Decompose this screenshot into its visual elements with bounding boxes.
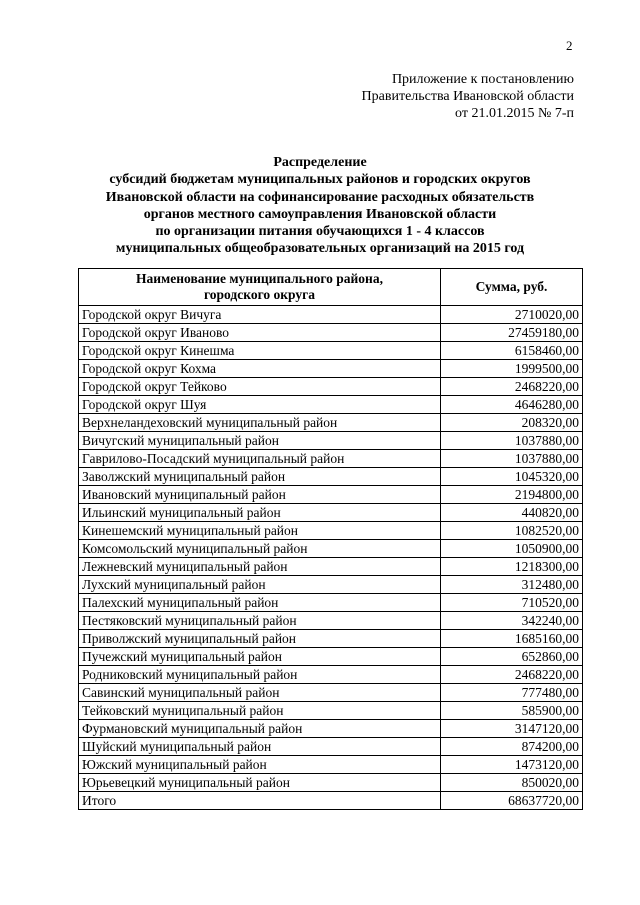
title-line: по организации питания обучающихся 1 - 4 классов <box>155 224 485 240</box>
row-sum: 1473120,00 <box>441 756 583 774</box>
row-sum: 652860,00 <box>441 648 583 666</box>
row-name: Верхнеландеховский муниципальный район <box>79 414 441 432</box>
row-name: Городской округ Кохма <box>79 360 441 378</box>
row-sum: 777480,00 <box>441 684 583 702</box>
table-row <box>79 522 583 540</box>
table-row <box>79 774 583 792</box>
row-name: Пестяковский муниципальный район <box>79 612 441 630</box>
row-name: Фурмановский муниципальный район <box>79 720 441 738</box>
row-name: Южский муниципальный район <box>79 756 441 774</box>
row-sum: 2468220,00 <box>441 378 583 396</box>
row-sum: 3147120,00 <box>441 720 583 738</box>
appendix-note <box>254 71 574 122</box>
row-name: Шуйский муниципальный район <box>79 738 441 756</box>
header-name <box>79 269 441 306</box>
table-row <box>79 468 583 486</box>
table-row <box>79 684 583 702</box>
table-row <box>79 756 583 774</box>
table-row <box>79 576 583 594</box>
row-sum: 1218300,00 <box>441 558 583 576</box>
row-name: Лухский муниципальный район <box>79 576 441 594</box>
title-line: Ивановской области на софинансирование расходных обязательств <box>105 189 535 205</box>
row-name: Вичугский муниципальный район <box>79 432 441 450</box>
title-line: органов местного самоуправления Ивановской области <box>143 206 497 222</box>
table-row <box>79 558 583 576</box>
appendix-line: Правительства Ивановской области <box>361 89 574 104</box>
row-name: Юрьевецкий муниципальный район <box>79 774 441 792</box>
row-sum: 27459180,00 <box>441 324 583 342</box>
table-header-row <box>79 269 583 306</box>
table-row <box>79 342 583 360</box>
table-row <box>79 360 583 378</box>
title-line: Распределение <box>273 155 367 170</box>
row-sum: 2468220,00 <box>441 666 583 684</box>
row-sum: 2710020,00 <box>441 306 583 324</box>
table-row <box>79 306 583 324</box>
row-name: Гаврилово-Посадский муниципальный район <box>79 450 441 468</box>
row-sum: 1050900,00 <box>441 540 583 558</box>
table-row <box>79 396 583 414</box>
title-line: муниципальных общеобразовательных организаций на 2015 год <box>115 241 525 257</box>
row-name: Итого <box>79 792 441 810</box>
row-sum: 1037880,00 <box>441 432 583 450</box>
row-sum: 208320,00 <box>441 414 583 432</box>
table-row <box>79 450 583 468</box>
row-name: Савинский муниципальный район <box>79 684 441 702</box>
table-row <box>79 432 583 450</box>
row-sum: 2194800,00 <box>441 486 583 504</box>
row-name: Заволжский муниципальный район <box>79 468 441 486</box>
row-sum: 4646280,00 <box>441 396 583 414</box>
row-name: Родниковский муниципальный район <box>79 666 441 684</box>
row-sum: 1037880,00 <box>441 450 583 468</box>
header-name-line: Наименование муниципального района, <box>136 271 383 286</box>
row-sum: 1999500,00 <box>441 360 583 378</box>
row-sum: 1045320,00 <box>441 468 583 486</box>
table-row <box>79 630 583 648</box>
table-row <box>79 612 583 630</box>
table-row <box>79 378 583 396</box>
page-number: 2 <box>566 38 573 53</box>
title-line: субсидий бюджетам муниципальных районов и городских округов <box>109 172 531 188</box>
table-row <box>79 720 583 738</box>
row-sum: 1082520,00 <box>441 522 583 540</box>
row-sum: 710520,00 <box>441 594 583 612</box>
row-sum: 68637720,00 <box>441 792 583 810</box>
row-sum: 585900,00 <box>441 702 583 720</box>
row-name: Городской округ Вичуга <box>79 306 441 324</box>
row-name: Городской округ Иваново <box>79 324 441 342</box>
row-sum: 850020,00 <box>441 774 583 792</box>
document-title <box>60 154 580 258</box>
header-sum: Сумма, руб. <box>441 269 583 306</box>
table-row <box>79 792 583 810</box>
table-row <box>79 738 583 756</box>
table-body <box>79 306 583 810</box>
row-sum: 6158460,00 <box>441 342 583 360</box>
header-name-line: городского округа <box>204 287 315 302</box>
table-row <box>79 324 583 342</box>
appendix-line: Приложение к постановлению <box>391 72 574 87</box>
row-name: Палехский муниципальный район <box>79 594 441 612</box>
table-row <box>79 648 583 666</box>
row-name: Комсомольский муниципальный район <box>79 540 441 558</box>
row-sum: 1685160,00 <box>441 630 583 648</box>
row-sum: 312480,00 <box>441 576 583 594</box>
table-row <box>79 594 583 612</box>
row-name: Тейковский муниципальный район <box>79 702 441 720</box>
appendix-line: от 21.01.2015 № 7-п <box>455 106 574 121</box>
row-sum: 342240,00 <box>441 612 583 630</box>
table-row <box>79 702 583 720</box>
row-name: Лежневский муниципальный район <box>79 558 441 576</box>
table-row <box>79 486 583 504</box>
row-name: Городской округ Кинешма <box>79 342 441 360</box>
row-name: Ивановский муниципальный район <box>79 486 441 504</box>
subsidy-distribution-table <box>78 268 583 810</box>
table-row <box>79 414 583 432</box>
row-name: Кинешемский муниципальный район <box>79 522 441 540</box>
table-row <box>79 504 583 522</box>
row-sum: 874200,00 <box>441 738 583 756</box>
row-name: Городской округ Тейково <box>79 378 441 396</box>
row-sum: 440820,00 <box>441 504 583 522</box>
table-row <box>79 540 583 558</box>
row-name: Приволжский муниципальный район <box>79 630 441 648</box>
table-row <box>79 666 583 684</box>
row-name: Пучежский муниципальный район <box>79 648 441 666</box>
row-name: Городской округ Шуя <box>79 396 441 414</box>
row-name: Ильинский муниципальный район <box>79 504 441 522</box>
